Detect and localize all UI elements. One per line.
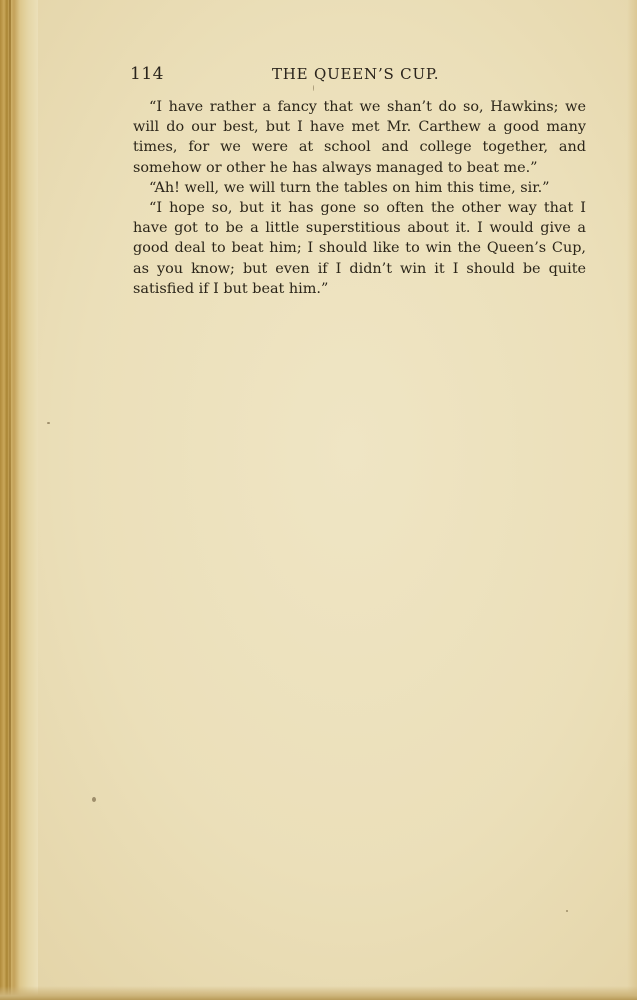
paper-speck (566, 910, 568, 912)
paper-speck (92, 797, 96, 802)
paper-speck (47, 422, 50, 424)
paper-speck (313, 85, 314, 91)
page-header (130, 64, 586, 86)
body-text (133, 97, 586, 299)
running-head: THE QUEEN’S CUP. (272, 65, 440, 83)
page-bottom-edge (0, 986, 637, 1000)
paragraph: “I hope so, but it has gone so often the other way that I have got to be a little superstitious about it. I would give a good deal to beat him; I should like to win the Queen’s Cup, as you know; but even if I didn’t win it I should be quite satisfied if I but beat him.” (133, 200, 586, 297)
page-gutter (0, 0, 38, 1000)
page-right-edge (627, 0, 637, 1000)
binding-line (9, 0, 11, 1000)
page-number: 114 (130, 64, 164, 84)
paragraph: “I have rather a fancy that we shan’t do so, Hawkins; we will do our best, but I have met Mr. Carthew a good many times, for we were at school and college together, and somehow or other he has always managed to beat me.” (133, 99, 586, 176)
paragraph: “Ah! well, we will turn the tables on him this time, sir.” (149, 179, 550, 196)
